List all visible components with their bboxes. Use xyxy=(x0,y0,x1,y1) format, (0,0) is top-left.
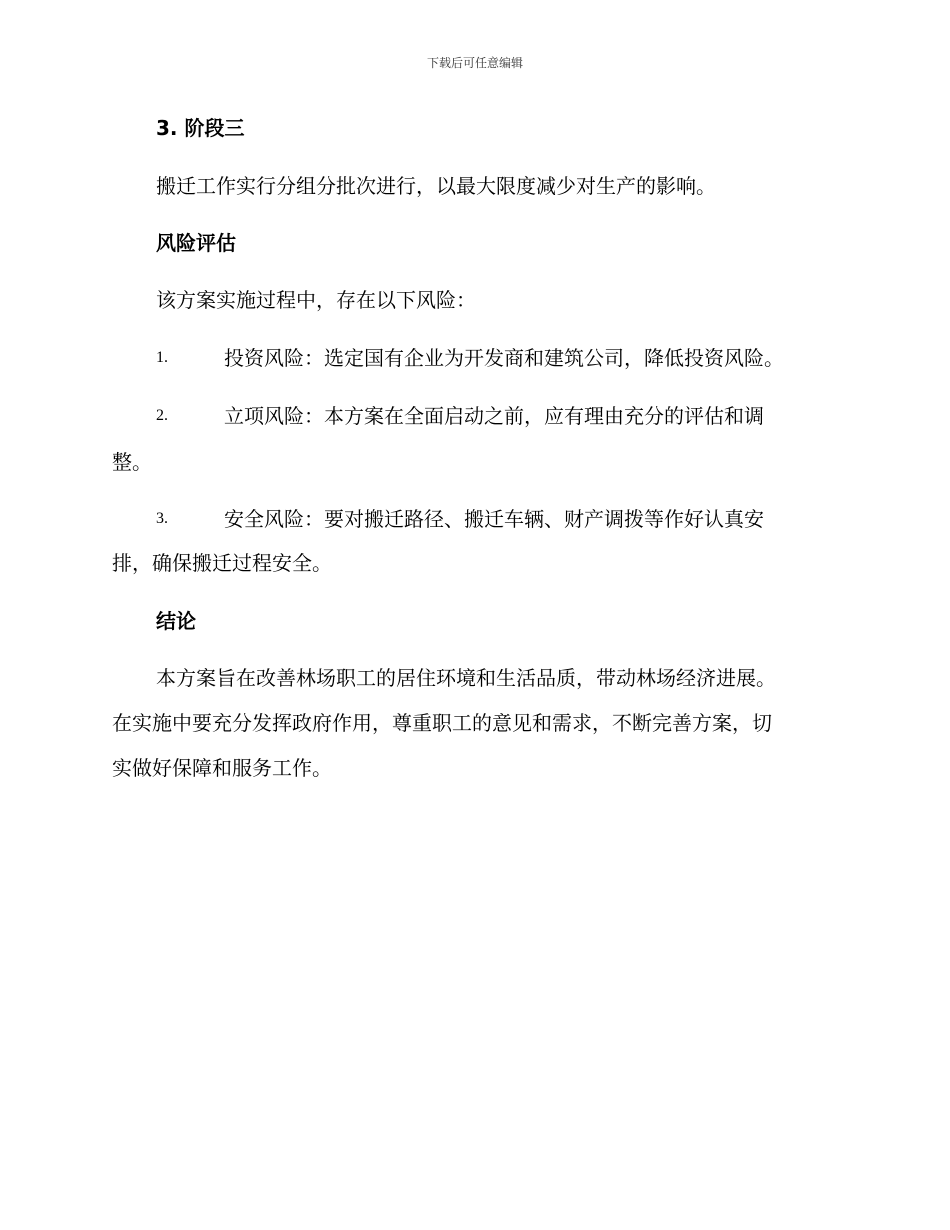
page-header: 下载后可任意编辑 xyxy=(426,56,523,70)
conclusion-line-1: 本方案旨在改善林场职工的居住环境和生活品质，带动林场经济进展。 xyxy=(156,666,776,690)
conclusion-line-2: 在实施中要充分发挥政府作用，尊重职工的意见和需求，不断完善方案，切 xyxy=(112,711,772,735)
stage3-heading: 3. 阶段三 xyxy=(156,116,245,140)
risk-3-number: 3. xyxy=(156,510,168,527)
risk-heading: 风险评估 xyxy=(156,231,236,255)
risk-1-text: 投资风险：选定国有企业为开发商和建筑公司，降低投资风险。 xyxy=(224,346,784,370)
risk-intro: 该方案实施过程中，存在以下风险： xyxy=(156,288,476,312)
risk-2-text-continued: 整。 xyxy=(112,450,152,474)
risk-3-text-continued: 排，确保搬迁过程安全。 xyxy=(112,551,332,575)
stage3-text: 搬迁工作实行分组分批次进行，以最大限度减少对生产的影响。 xyxy=(156,174,716,198)
conclusion-heading: 结论 xyxy=(156,609,196,633)
risk-1-number: 1. xyxy=(156,349,168,366)
risk-3-text: 安全风险：要对搬迁路径、搬迁车辆、财产调拨等作好认真安 xyxy=(224,507,764,531)
risk-2-text: 立项风险：本方案在全面启动之前，应有理由充分的评估和调 xyxy=(224,404,764,428)
conclusion-line-3: 实做好保障和服务工作。 xyxy=(112,756,332,780)
risk-2-number: 2. xyxy=(156,407,168,424)
